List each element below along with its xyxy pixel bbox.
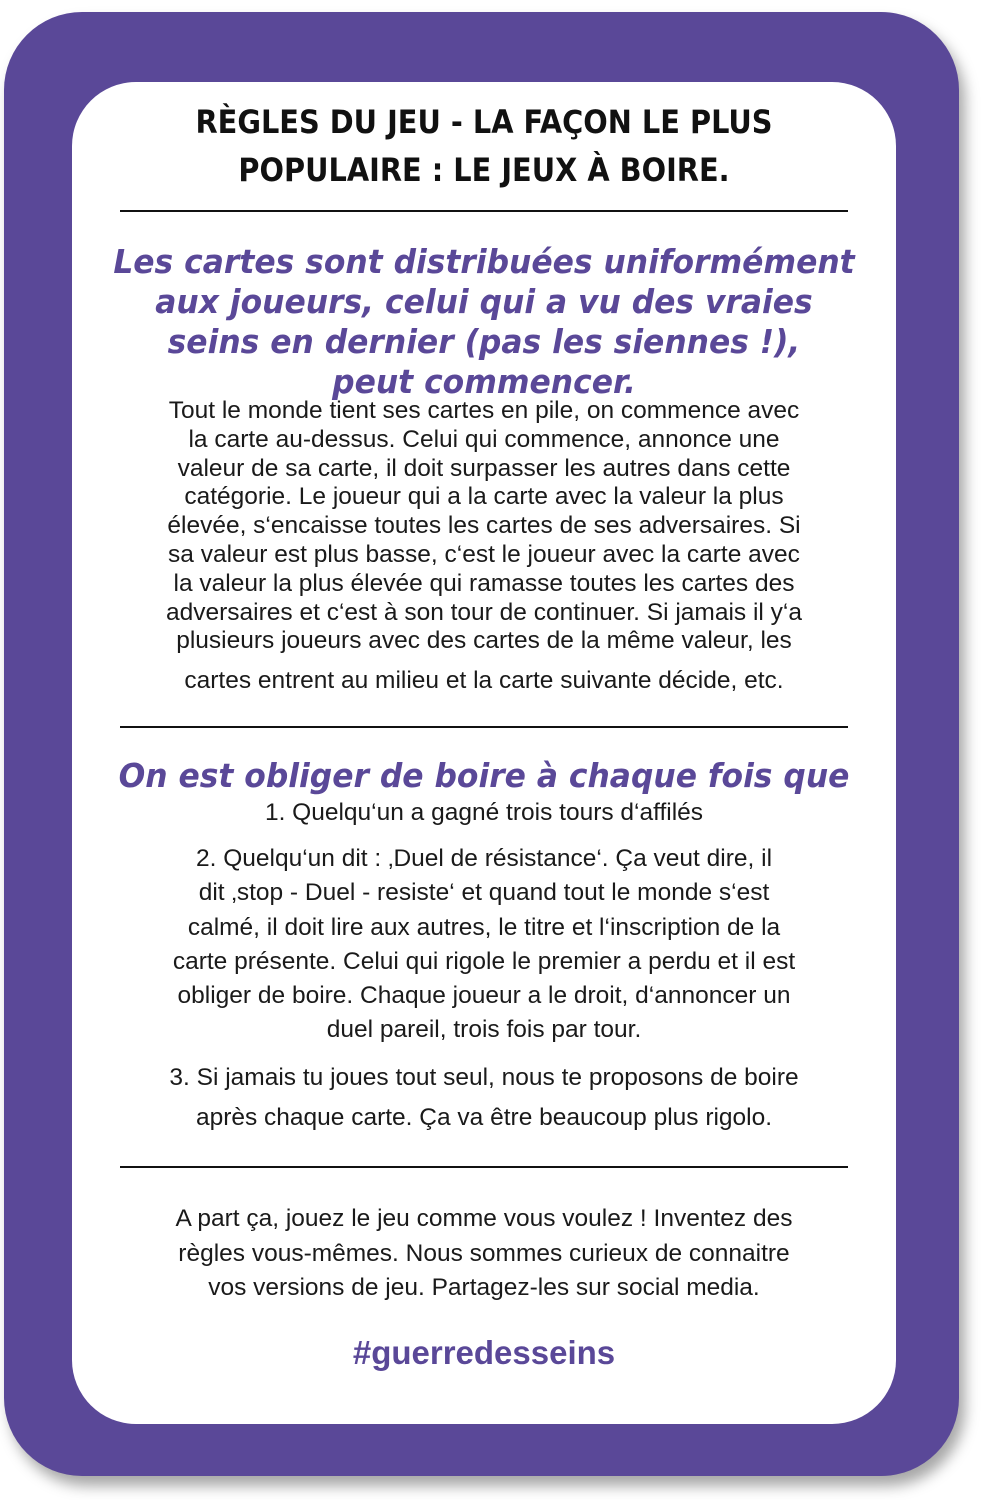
item-line: après chaque carte. Ça va être beaucoup plus rigolo. — [195, 1104, 773, 1131]
hashtag: #guerredesseins — [352, 1334, 616, 1371]
title-line: POPULAIRE : LE JEUX À BOIRE. — [238, 151, 730, 189]
item-line: carte présente. Celui qui rigole le premier a perdu et il est — [172, 947, 796, 975]
body-line: sa valeur est plus basse, c‘est le joueur avec la carte avec — [168, 540, 800, 568]
rule-item-1: 1. Quelqu‘un a gagné trois tours d‘affilés — [264, 799, 704, 826]
body-line: Tout le monde tient ses cartes en pile, on commence avec — [168, 397, 800, 424]
divider — [120, 726, 848, 728]
body-line: plusieurs joueurs avec des cartes de la même valeur, les — [176, 627, 792, 655]
section1-body-last: cartes entrent au milieu et la carte suivante décide, etc. — [184, 667, 784, 694]
closing-text — [112, 1202, 856, 1306]
rule-item-2 — [112, 842, 856, 1048]
body-line: la valeur la plus élevée qui ramasse toutes les cartes des — [173, 569, 795, 597]
item-line: dit ‚stop - Duel - resiste‘ et quand tout le monde s‘est — [198, 879, 770, 907]
item-line: 3. Si jamais tu joues tout seul, nous te proposons de boire — [169, 1064, 799, 1091]
item-line: obliger de boire. Chaque joueur a le droit, d‘annoncer un — [177, 982, 791, 1010]
heading-line: seins en dernier (pas les siennes !), — [167, 322, 801, 361]
section1-heading — [93, 242, 876, 402]
body-line: la carte au-dessus. Celui qui commence, annonce une — [188, 425, 780, 453]
rules-title — [113, 98, 855, 194]
item-line: calmé, il doit lire aux autres, le titre et l‘inscription de la — [187, 913, 781, 941]
section2-heading: On est obliger de boire à chaque fois que — [118, 756, 850, 795]
heading-line: Les cartes sont distribuées uniformément — [113, 242, 855, 281]
heading-line: peut commencer. — [332, 362, 636, 401]
item-line: duel pareil, trois fois par tour. — [326, 1016, 642, 1044]
body-line: valeur de sa carte, il doit surpasser les autres dans cette — [177, 454, 791, 482]
title-line: RÈGLES DU JEU - LA FAÇON LE PLUS — [195, 103, 773, 141]
rule-item-3 — [102, 1058, 866, 1138]
body-line: adversaires et c‘est à son tour de continuer. Si jamais il y‘a — [166, 598, 802, 626]
card-frame — [4, 12, 959, 1476]
card-content — [72, 82, 896, 1424]
closing-line: A part ça, jouez le jeu comme vous voulez ! Inventez des — [175, 1205, 793, 1232]
closing-line: vos versions de jeu. Partagez-les sur social media. — [208, 1274, 760, 1301]
body-line: élevée, s‘encaisse toutes les cartes de ses adversaires. Si — [167, 512, 801, 540]
divider — [120, 1166, 848, 1168]
section1-body — [102, 397, 866, 656]
divider — [120, 210, 848, 212]
item-line: 2. Quelqu‘un dit : ‚Duel de résistance‘. Ça veut dire, il — [195, 845, 773, 872]
body-line: catégorie. Le joueur qui a la carte avec la valeur la plus — [184, 483, 784, 511]
heading-line: aux joueurs, celui qui a vu des vraies — [155, 282, 813, 321]
closing-line: règles vous-mêmes. Nous sommes curieux de connaitre — [178, 1239, 790, 1267]
